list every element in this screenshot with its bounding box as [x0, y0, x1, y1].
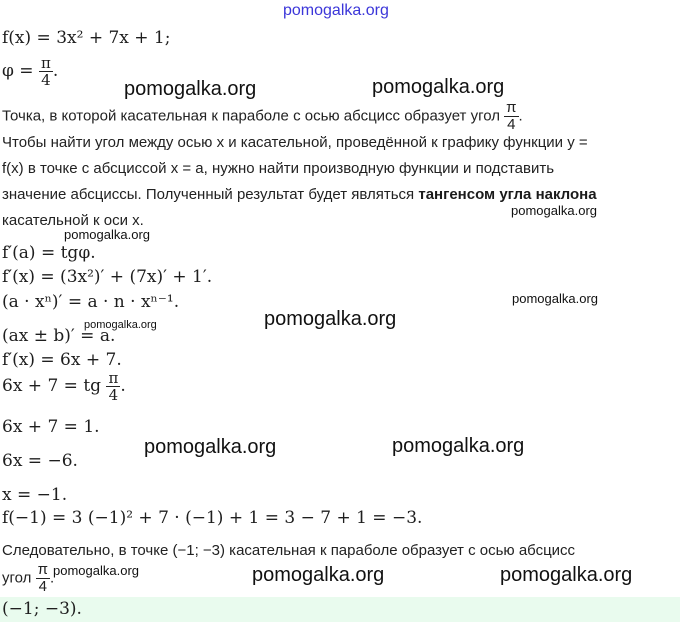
equation-4: (ax ± b)′ = a. — [2, 326, 116, 346]
watermark: pomogalka.org — [144, 436, 277, 458]
conclusion-line-1: Следовательно, в точке (−1; −3) касательная к параболе образует с осью абсцисс — [2, 542, 576, 559]
angle-end: . — [52, 61, 59, 81]
explanation-line-1: Чтобы найти угол между осью x и касательной, проведённой к графику функции y = — [2, 134, 588, 151]
function-definition: f(x) = 3x² + 7x + 1; — [2, 28, 171, 48]
fraction-numerator: π — [108, 369, 119, 387]
conclusion-end: . — [49, 569, 55, 587]
watermark: pomogalka.org — [372, 76, 505, 98]
angle-definition — [2, 55, 58, 88]
explanation-plain: значение абсциссы. Полученный результат будет являться — [2, 186, 419, 203]
fraction-denominator: 4 — [38, 578, 47, 595]
explanation-line-4: касательной к оси x. — [2, 212, 144, 229]
equation-9: x = −1. — [2, 485, 68, 505]
watermark: pomogalka.org — [500, 564, 633, 586]
explanation-bold: тангенсом угла наклона — [418, 186, 597, 203]
equation-6-lhs: 6x + 7 = tg — [2, 376, 107, 396]
watermark: pomogalka.org — [124, 78, 257, 100]
fraction-numerator: π — [40, 54, 51, 72]
task-statement — [2, 100, 523, 133]
equation-1: f′(a) = tgφ. — [2, 243, 96, 263]
equation-8: 6x = −6. — [2, 451, 78, 471]
conclusion-text: угол — [2, 569, 36, 587]
conclusion-line-2 — [2, 562, 54, 595]
watermark: pomogalka.org — [264, 308, 397, 330]
watermark: pomogalka.org — [84, 319, 157, 331]
equation-6-fraction — [106, 370, 120, 403]
equation-3: (a · xⁿ)′ = a · n · xⁿ⁻¹. — [2, 292, 180, 312]
task-end: . — [518, 107, 523, 125]
equation-7: 6x + 7 = 1. — [2, 417, 100, 437]
angle-lhs: φ = — [2, 61, 39, 81]
fraction-pi-over-4 — [39, 55, 53, 88]
watermark: pomogalka.org — [512, 291, 598, 306]
answer-box — [0, 597, 680, 622]
equation-6 — [2, 370, 126, 403]
fraction-denominator: 4 — [41, 71, 51, 89]
watermark-top[interactable]: pomogalka.org — [283, 2, 389, 19]
equation-5: f′(x) = 6x + 7. — [2, 350, 122, 370]
equation-10: f(−1) = 3 (−1)² + 7 · (−1) + 1 = 3 − 7 + 1 = −3. — [2, 508, 423, 528]
conclusion-fraction — [36, 562, 50, 595]
fraction-denominator: 4 — [507, 116, 516, 133]
fraction-denominator: 4 — [108, 386, 119, 404]
explanation-line-3 — [2, 186, 597, 203]
answer-text: (−1; −3). — [2, 599, 82, 619]
fraction-numerator: π — [506, 99, 517, 116]
equation-2: f′(x) = (3x²)′ + (7x)′ + 1′. — [2, 267, 213, 287]
explanation-line-2: f(x) в точке с абсциссой x = a, нужно найти производную функции и подставить — [2, 160, 555, 177]
watermark: pomogalka.org — [53, 563, 139, 578]
watermark: pomogalka.org — [64, 227, 150, 242]
equation-6-end: . — [120, 376, 126, 396]
watermark: pomogalka.org — [252, 564, 385, 586]
task-fraction — [504, 100, 518, 133]
watermark: pomogalka.org — [392, 435, 525, 457]
task-text: Точка, в которой касательная к параболе с осью абсцисс образует угол — [2, 107, 505, 125]
watermark: pomogalka.org — [511, 203, 597, 218]
fraction-numerator: π — [37, 561, 48, 578]
